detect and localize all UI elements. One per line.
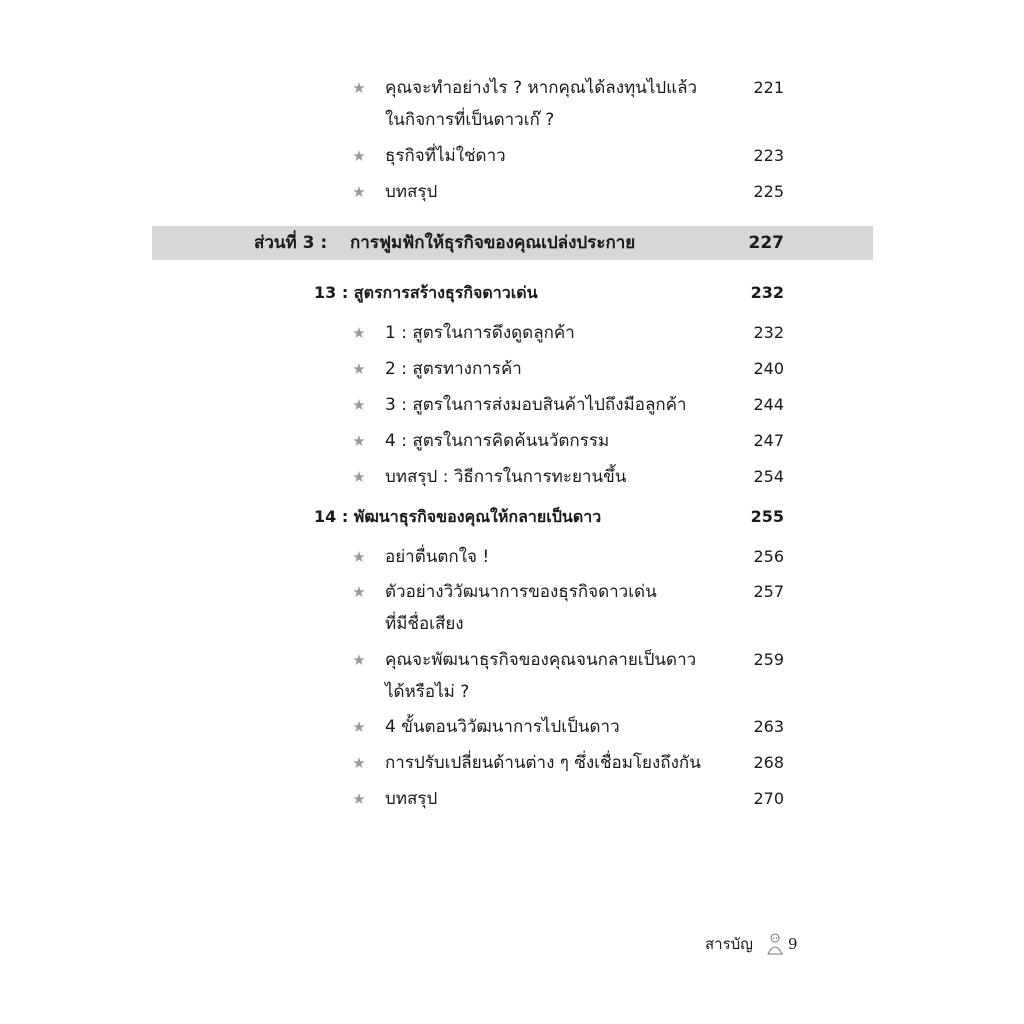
chapter-page: 255 [750, 507, 784, 526]
toc-entry-text: 4 ขั้นตอนวิวัฒนาการไปเป็นดาว [385, 717, 620, 737]
toc-entry-text: 2 : สูตรทางการค้า [385, 359, 522, 379]
star-bullet-icon: ★ [352, 651, 366, 669]
star-bullet-icon: ★ [352, 432, 366, 450]
toc-entry-text: ได้หรือไม่ ? [385, 682, 470, 702]
toc-entry-text: บทสรุป : วิธีการในการทะยานขึ้น [385, 467, 627, 487]
chapter-title: 14 : พัฒนาธุรกิจของคุณให้กลายเป็นดาว [314, 507, 602, 526]
toc-entry-text: ในกิจการที่เป็นดาวเก๊ ? [385, 110, 555, 130]
part-title: การฟูมฟักให้ธุรกิจของคุณเปล่งประกาย [350, 233, 636, 253]
star-bullet-icon: ★ [352, 548, 366, 566]
toc-entry-text: 4 : สูตรในการคิดค้นนวัตกรรม [385, 431, 610, 451]
star-bullet-icon: ★ [352, 790, 366, 808]
toc-entry-page: 232 [753, 323, 784, 342]
star-bullet-icon: ★ [352, 183, 366, 201]
toc-entry-page: 247 [753, 431, 784, 450]
star-bullet-icon: ★ [352, 468, 366, 486]
toc-entry-page: 263 [753, 717, 784, 736]
star-bullet-icon: ★ [352, 79, 366, 97]
toc-entry-page: 221 [753, 78, 784, 97]
toc-entry-page: 225 [753, 182, 784, 201]
star-bullet-icon: ★ [352, 360, 366, 378]
star-bullet-icon: ★ [352, 324, 366, 342]
toc-entry-page: 268 [753, 753, 784, 772]
toc-entry-page: 240 [753, 359, 784, 378]
toc-entry-page: 270 [753, 789, 784, 808]
toc-entry-page: 244 [753, 395, 784, 414]
toc-entry-text: อย่าตื่นตกใจ ! [385, 547, 490, 567]
star-bullet-icon: ★ [352, 396, 366, 414]
toc-entry-page: 257 [753, 582, 784, 601]
star-character-ornament-icon [764, 932, 786, 956]
toc-entry-page: 256 [753, 547, 784, 566]
toc-entry-text: บทสรุป [385, 182, 438, 202]
chapter-page: 232 [750, 283, 784, 302]
toc-entry-text: การปรับเปลี่ยนด้านต่าง ๆ ซึ่งเชื่อมโยงถึงกัน [385, 753, 701, 773]
footer-page-number: 9 [788, 935, 798, 953]
toc-entry-text: 1 : สูตรในการดึงดูดลูกค้า [385, 323, 575, 343]
part-label: ส่วนที่ 3 : [254, 233, 328, 253]
footer-section-label: สารบัญ [705, 935, 753, 953]
toc-entry-text: คุณจะพัฒนาธุรกิจของคุณจนกลายเป็นดาว [385, 650, 697, 670]
toc-entry-text: 3 : สูตรในการส่งมอบสินค้าไปถึงมือลูกค้า [385, 395, 687, 415]
toc-entry-page: 223 [753, 146, 784, 165]
toc-entry-page: 259 [753, 650, 784, 669]
toc-entry-text: ธุรกิจที่ไม่ใช่ดาว [385, 146, 506, 166]
star-bullet-icon: ★ [352, 147, 366, 165]
star-bullet-icon: ★ [352, 583, 366, 601]
star-bullet-icon: ★ [352, 718, 366, 736]
toc-entry-page: 254 [753, 467, 784, 486]
chapter-title: 13 : สูตรการสร้างธุรกิจดาวเด่น [314, 283, 538, 302]
toc-entry-text: ที่มีชื่อเสียง [385, 614, 464, 634]
star-bullet-icon: ★ [352, 754, 366, 772]
part-page: 227 [748, 233, 784, 253]
toc-entry-text: คุณจะทำอย่างไร ? หากคุณได้ลงทุนไปแล้ว [385, 78, 698, 98]
toc-entry-text: ตัวอย่างวิวัฒนาการของธุรกิจดาวเด่น [385, 582, 657, 602]
toc-entry-text: บทสรุป [385, 789, 438, 809]
